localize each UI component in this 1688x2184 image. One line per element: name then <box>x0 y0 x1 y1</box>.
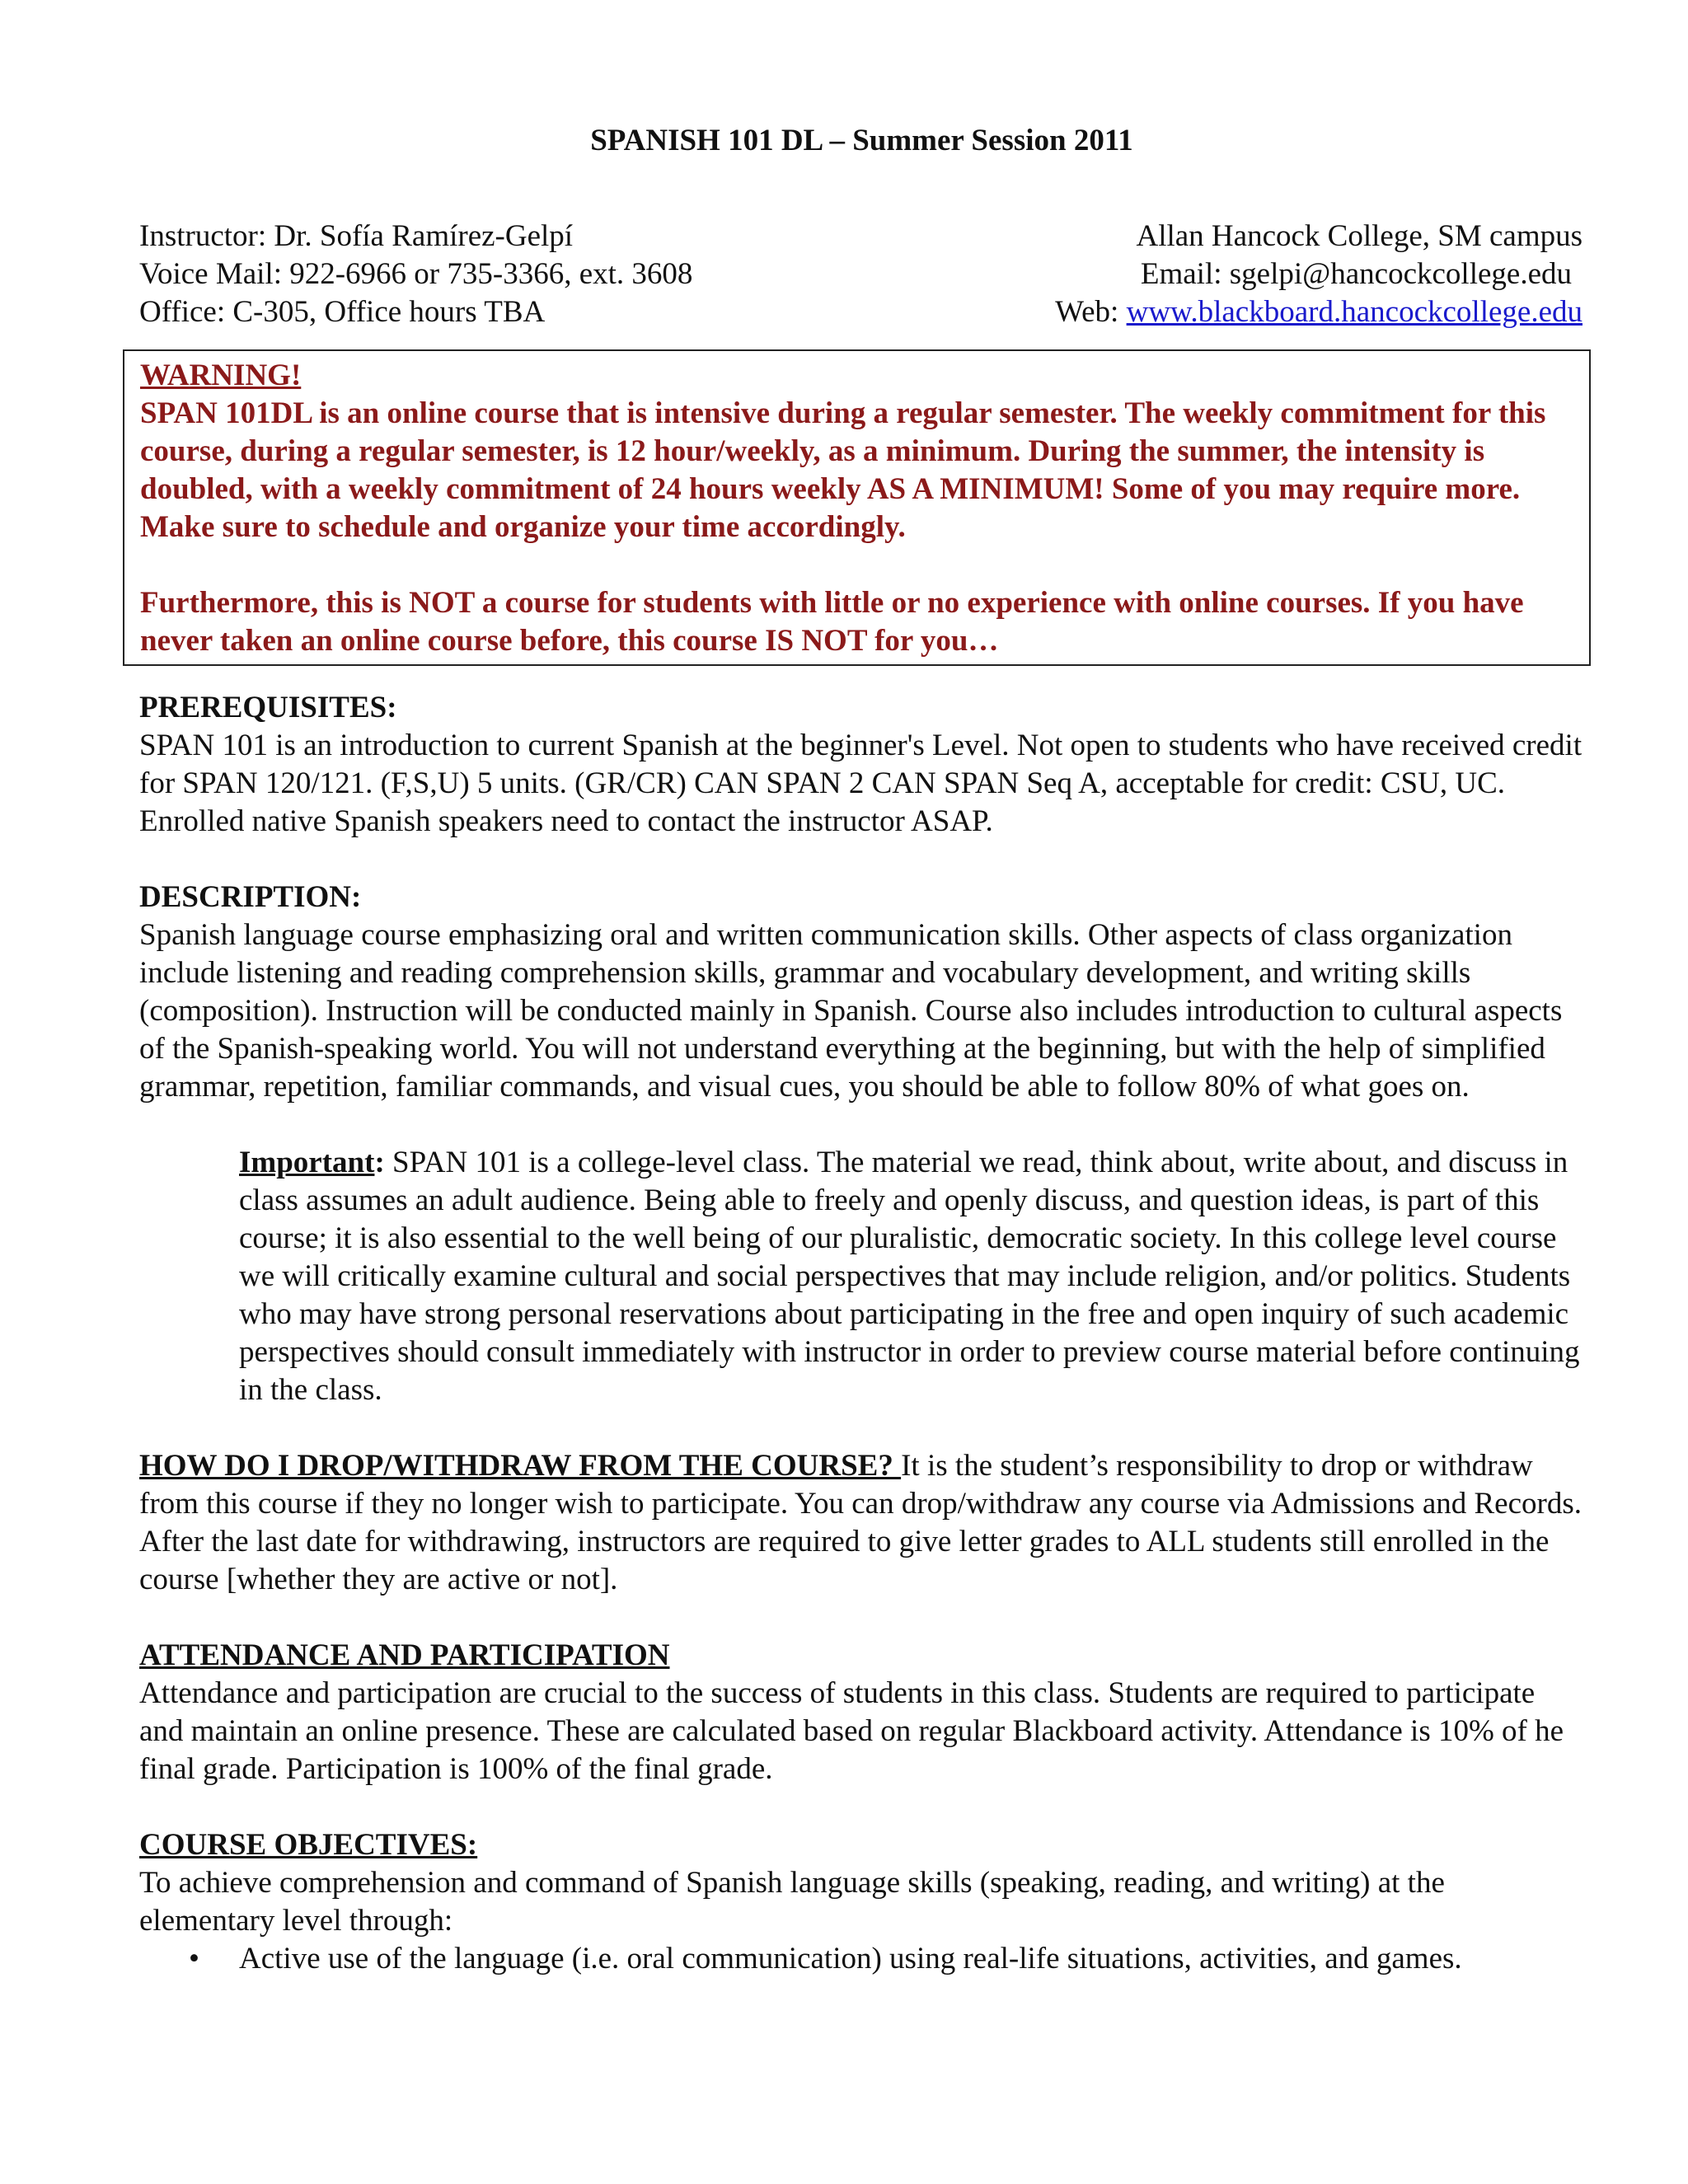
description-heading: DESCRIPTION: <box>139 880 362 914</box>
warning-paragraph-2: Furthermore, this is NOT a course for students with little or no experience with online courses. If you have never taken an online course before, this course IS NOT for you… <box>140 586 1524 658</box>
instructor-info <box>139 218 692 331</box>
page-title: SPANISH 101 DL – Summer Session 2011 <box>590 124 1133 157</box>
warning-paragraph-1: SPAN 101DL is an online course that is intensive during a regular semester. The weekly commitment for this course, during a regular semester, is 12 hour/weekly, as a minimum. During the summer, the intensity is doubled, with a weekly commitment of 24 hours weekly AS A MINIMUM! Some of you may require more. Make sure to schedule and organize your time accordingly. <box>140 396 1546 544</box>
attendance-section <box>139 1637 1584 1788</box>
list-item <box>139 1940 1584 1978</box>
prerequisites-text: SPAN 101 is an introduction to current Spanish at the beginner's Level. Not open to students who have received credit for SPAN 120/121. (F,S,U) 5 units. (GR/CR) CAN SPAN 2 CAN SPAN Seq A, acceptable for credit: CSU, UC. Enrolled native Spanish speakers need to contact the instructor ASAP. <box>139 729 1582 838</box>
voicemail-line: Voice Mail: 922-6966 or 735-3366, ext. 3608 <box>139 257 693 291</box>
warning-box <box>123 349 1591 666</box>
email-line: Email: sgelpi@hancockcollege.edu <box>1140 257 1572 291</box>
drop-text: It is the student’s responsibility to drop or withdraw from this course if they no longer wish to participate. You can drop/withdraw any course via Admissions and Records. After the last date for withdrawing, instructors are required to give letter grades to ALL students still enrolled in the course [whether they are active or not]. <box>139 1449 1582 1596</box>
warning-title: WARNING! <box>140 359 302 392</box>
objectives-heading: COURSE OBJECTIVES: <box>139 1828 478 1862</box>
drop-heading: HOW DO I DROP/WITHDRAW FROM THE COURSE? <box>139 1449 902 1483</box>
college-info <box>1055 218 1584 331</box>
description-section <box>139 879 1584 1106</box>
bullet-icon: • <box>189 1942 199 1975</box>
important-colon: : <box>374 1146 385 1179</box>
objective-text: Active use of the language (i.e. oral communication) using real-life situations, activities, and games. <box>239 1942 1462 1975</box>
drop-section <box>139 1447 1584 1599</box>
web-line <box>1055 293 1582 331</box>
important-note <box>239 1144 1584 1409</box>
objectives-text: To achieve comprehension and command of Spanish language skills (speaking, reading, and writing) at the elementary level through: <box>139 1866 1445 1938</box>
web-link[interactable]: www.blackboard.hancockcollege.edu <box>1126 295 1582 329</box>
web-label: Web: <box>1055 295 1127 329</box>
important-label: Important <box>239 1146 375 1179</box>
description-text: Spanish language course emphasizing oral and written communication skills. Other aspects of class organization include listening and reading comprehension skills, grammar and vocabulary development, and writing skills (composition). Instruction will be conducted mainly in Spanish. Course also includes introduction to cultural aspects of the Spanish-speaking world. You will not understand everything at the beginning, but with the help of simplified grammar, repetition, familiar commands, and visual cues, you should be able to follow 80% of what goes on. <box>139 918 1563 1104</box>
important-text: SPAN 101 is a college-level class. The material we read, think about, write about, and discuss in class assumes an adult audience. Being able to freely and openly discuss, and question ideas, is part of this course; it is also essential to the well being of our pluralistic, democratic society. In this college level course we will critically examine cultural and social perspectives that may include religion, and/or politics. Students who may have strong personal reservations about participating in the free and open inquiry of such academic perspectives should consult immediately with instructor in order to preview course material before continuing in the class. <box>239 1146 1580 1407</box>
instructor-line: Instructor: Dr. Sofía Ramírez-Gelpí <box>139 219 574 253</box>
prerequisites-heading: PREREQUISITES: <box>139 691 397 724</box>
objectives-list <box>139 1940 1584 1978</box>
prerequisites-section <box>139 689 1584 841</box>
objectives-section <box>139 1826 1584 1978</box>
attendance-text: Attendance and participation are crucial to the success of students in this class. Students are required to participate and maintain an online presence. These are calculated based on regular Blackboard activity. Attendance is 10% of he final grade. Participation is 100% of the final grade. <box>139 1676 1564 1786</box>
campus-line: Allan Hancock College, SM campus <box>1136 219 1582 253</box>
attendance-heading: ATTENDANCE AND PARTICIPATION <box>139 1638 670 1672</box>
office-line: Office: C-305, Office hours TBA <box>139 295 546 329</box>
course-header <box>139 218 1584 331</box>
